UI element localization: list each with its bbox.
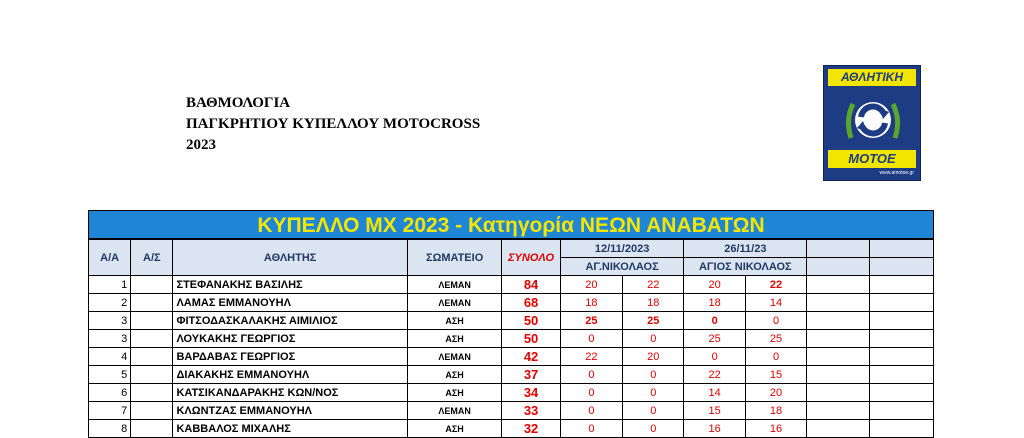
row-race-score: 25 — [560, 312, 622, 330]
row-athlete: ΣΤΕΦΑΝΑΚΗΣ ΒΑΣΙΛΗΣ — [173, 276, 407, 294]
col-header-num: Α/Σ — [131, 240, 173, 276]
row-total: 84 — [502, 276, 560, 294]
col-header-club: ΣΩΜΑΤΕΙΟ — [407, 240, 502, 276]
row-race-score: 18 — [684, 294, 745, 312]
empty-cell — [807, 402, 869, 420]
row-number — [131, 402, 173, 420]
row-athlete: ΛΑΜΑΣ ΕΜΜΑΝΟΥΗΛ — [173, 294, 407, 312]
row-race-score: 20 — [560, 276, 622, 294]
empty-header-cell — [807, 258, 869, 276]
heading-line-year: 2023 — [186, 137, 216, 153]
row-total: 50 — [502, 312, 560, 330]
empty-cell — [869, 276, 933, 294]
row-athlete: ΔΙΑΚΑΚΗΣ ΕΜΜΑΝΟΥΗΛ — [173, 366, 407, 384]
row-race-score: 0 — [623, 420, 684, 438]
row-race-score: 0 — [560, 402, 622, 420]
row-club: ΛΕΜΑΝ — [407, 294, 502, 312]
row-club: ΑΣΗ — [407, 384, 502, 402]
row-club: ΛΕΜΑΝ — [407, 276, 502, 294]
empty-cell — [807, 384, 869, 402]
row-total: 68 — [502, 294, 560, 312]
row-race-score: 20 — [623, 348, 684, 366]
empty-cell — [869, 312, 933, 330]
row-total: 50 — [502, 330, 560, 348]
row-total: 42 — [502, 348, 560, 366]
row-race-score: 0 — [623, 330, 684, 348]
empty-cell — [807, 348, 869, 366]
empty-cell — [869, 330, 933, 348]
row-race-score: 0 — [745, 312, 806, 330]
row-race-score: 18 — [623, 294, 684, 312]
row-club: ΛΕΜΑΝ — [407, 402, 502, 420]
row-position: 8 — [89, 420, 131, 438]
row-club: ΑΣΗ — [407, 366, 502, 384]
row-number — [131, 312, 173, 330]
row-number — [131, 420, 173, 438]
row-race-score: 25 — [684, 330, 745, 348]
logo-url: www.amotoe.gr — [879, 170, 914, 176]
empty-header-cell — [869, 240, 933, 258]
row-race-score: 0 — [684, 312, 745, 330]
col-header-total: ΣΥΝΟΛΟ — [502, 240, 560, 276]
row-race-score: 0 — [560, 420, 622, 438]
empty-cell — [869, 366, 933, 384]
row-position: 5 — [89, 366, 131, 384]
row-race-score: 22 — [623, 276, 684, 294]
row-number — [131, 348, 173, 366]
row-race-score: 18 — [560, 294, 622, 312]
row-athlete: ΦΙΤΣΟΔΑΣΚΑΛΑΚΗΣ ΑΙΜΙΛΙΟΣ — [173, 312, 407, 330]
row-race-score: 18 — [745, 402, 806, 420]
row-total: 34 — [502, 384, 560, 402]
row-race-score: 25 — [623, 312, 684, 330]
row-number — [131, 276, 173, 294]
row-position: 6 — [89, 384, 131, 402]
row-race-score: 14 — [684, 384, 745, 402]
row-total: 32 — [502, 420, 560, 438]
table-row — [89, 348, 934, 366]
row-athlete: ΒΑΡΔΑΒΑΣ ΓΕΩΡΓΙΟΣ — [173, 348, 407, 366]
row-position: 7 — [89, 402, 131, 420]
empty-cell — [807, 330, 869, 348]
col-header-athlete: ΑΘΛΗΤΗΣ — [173, 240, 407, 276]
table-row — [89, 420, 934, 438]
col-header-pos: Α/Α — [89, 240, 131, 276]
row-race-score: 0 — [623, 384, 684, 402]
table-row — [89, 384, 934, 402]
empty-cell — [869, 402, 933, 420]
row-race-score: 20 — [684, 276, 745, 294]
row-number — [131, 384, 173, 402]
row-race-score: 22 — [745, 276, 806, 294]
row-position: 3 — [89, 330, 131, 348]
row-race-score: 15 — [745, 366, 806, 384]
logo-emblem-icon — [843, 90, 903, 148]
row-race-score: 16 — [684, 420, 745, 438]
row-position: 3 — [89, 312, 131, 330]
empty-cell — [807, 366, 869, 384]
row-club: ΑΣΗ — [407, 420, 502, 438]
table-row — [89, 330, 934, 348]
row-race-score: 0 — [623, 402, 684, 420]
standings-table — [88, 239, 934, 438]
round-1-venue: ΑΓ.ΝΙΚΟΛΑΟΣ — [560, 258, 684, 276]
row-number — [131, 330, 173, 348]
empty-cell — [807, 312, 869, 330]
row-race-score: 15 — [684, 402, 745, 420]
empty-cell — [869, 384, 933, 402]
row-race-score: 16 — [745, 420, 806, 438]
row-athlete: ΛΟΥΚΑΚΗΣ ΓΕΩΡΓΙΟΣ — [173, 330, 407, 348]
row-race-score: 20 — [745, 384, 806, 402]
empty-cell — [807, 420, 869, 438]
row-race-score: 0 — [560, 384, 622, 402]
empty-cell — [807, 276, 869, 294]
row-race-score: 0 — [560, 366, 622, 384]
row-number — [131, 294, 173, 312]
empty-cell — [807, 294, 869, 312]
empty-cell — [869, 420, 933, 438]
row-race-score: 22 — [684, 366, 745, 384]
page-heading — [186, 93, 480, 156]
table-row — [89, 366, 934, 384]
table-row — [89, 276, 934, 294]
empty-cell — [869, 294, 933, 312]
round-2-venue: ΑΓΙΟΣ ΝΙΚΟΛΑΟΣ — [684, 258, 807, 276]
row-total: 37 — [502, 366, 560, 384]
standings-sheet — [88, 210, 934, 438]
table-row — [89, 402, 934, 420]
empty-header-cell — [807, 240, 869, 258]
row-total: 33 — [502, 402, 560, 420]
row-race-score: 0 — [560, 330, 622, 348]
logo-bottom-text: ΜΟΤΟΕ — [828, 150, 916, 168]
row-position: 4 — [89, 348, 131, 366]
row-number — [131, 366, 173, 384]
row-race-score: 0 — [623, 366, 684, 384]
row-club: ΑΣΗ — [407, 330, 502, 348]
header-row-top — [89, 240, 934, 258]
row-race-score: 22 — [560, 348, 622, 366]
empty-cell — [869, 348, 933, 366]
row-athlete: ΚΛΩΝΤΖΑΣ ΕΜΜΑΝΟΥΗΛ — [173, 402, 407, 420]
standings-title: ΚΥΠΕΛΛΟ ΜΧ 2023 - Κατηγορία ΝΕΩΝ ΑΝΑΒΑΤΩΝ — [88, 210, 934, 239]
round-1-date: 12/11/2023 — [560, 240, 684, 258]
logo-top-text: ΑΘΛΗΤΙΚΗ — [828, 69, 916, 86]
empty-header-cell — [869, 258, 933, 276]
row-race-score: 0 — [684, 348, 745, 366]
heading-line-title: ΒΑΘΜΟΛΟΓΙΑ — [186, 95, 291, 111]
row-athlete: ΚΑΒΒΑΛΟΣ ΜΙΧΑΛΗΣ — [173, 420, 407, 438]
row-position: 1 — [89, 276, 131, 294]
table-row — [89, 294, 934, 312]
row-club: ΑΣΗ — [407, 312, 502, 330]
table-row — [89, 312, 934, 330]
row-race-score: 0 — [745, 348, 806, 366]
row-athlete: ΚΑΤΣΙΚΑΝΔΑΡΑΚΗΣ ΚΩΝ/ΝΟΣ — [173, 384, 407, 402]
round-2-date: 26/11/23 — [684, 240, 807, 258]
row-race-score: 25 — [745, 330, 806, 348]
row-position: 2 — [89, 294, 131, 312]
row-club: ΛΕΜΑΝ — [407, 348, 502, 366]
row-race-score: 14 — [745, 294, 806, 312]
heading-line-cup: ΠΑΓΚΡΗΤΙΟΥ ΚΥΠΕΛΛΟΥ MOTOCROSS — [186, 116, 481, 132]
club-logo — [823, 65, 921, 181]
